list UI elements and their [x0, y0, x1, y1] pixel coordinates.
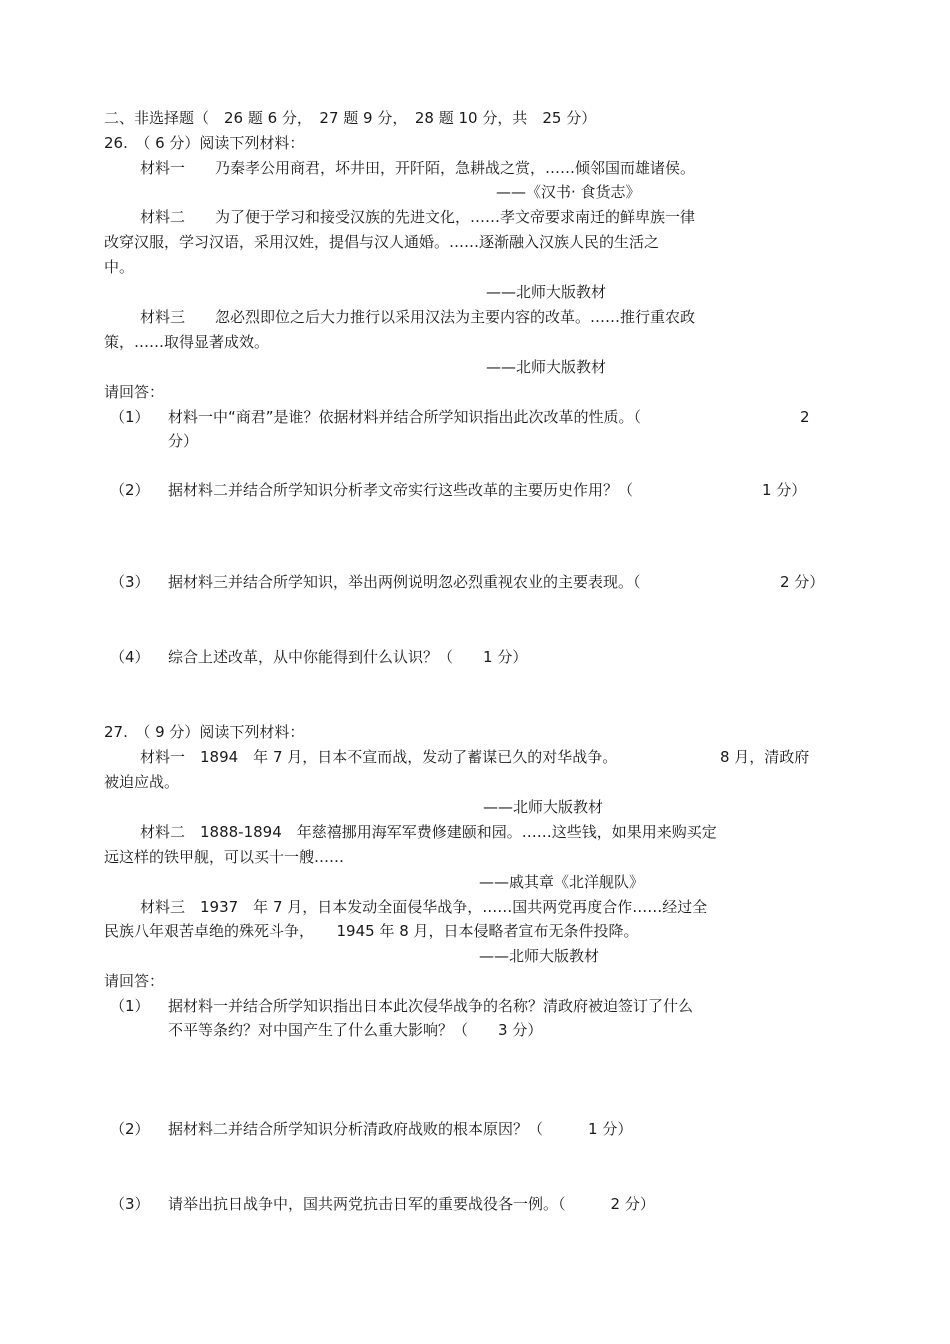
- q27-material2-line2: 远这样的铁甲舰，可以买十一艘……: [104, 848, 345, 866]
- q26-material1: 材料一 乃秦孝公用商君，坏井田，开阡陌，急耕战之赏，……倾邻国而雄诸侯。: [140, 159, 696, 177]
- q27-sub1-text: 据材料一并结合所学知识指出日本此次侵华战争的名称？清政府被迫签订了什么: [168, 997, 694, 1015]
- q27-header: 27. （ 9 分）阅读下列材料：: [104, 723, 305, 741]
- q26-material2-line3: 中。: [104, 258, 135, 276]
- q26-sub3-number: （3）: [110, 573, 150, 591]
- q26-sub2-number: （2）: [110, 481, 150, 499]
- q26-material3-line2: 策，……取得显著成效。: [104, 333, 270, 351]
- q26-material1-source: ——《汉书· 食货志》: [496, 183, 641, 201]
- q26-sub4-text: 综合上述改革，从中你能得到什么认识？（ 1 分）: [168, 648, 528, 666]
- q27-material1-line1-end: 8 月，清政府: [720, 748, 810, 766]
- q26-material2-source: ——北师大版教材: [486, 283, 607, 301]
- q26-sub1-cont: 分）: [168, 432, 199, 450]
- q27-sub3-number: （3）: [110, 1195, 150, 1213]
- q27-sub2-number: （2）: [110, 1120, 150, 1138]
- q26-material3-line1: 材料三 忽必烈即位之后大力推行以采用汉法为主要内容的改革。……推行重农政: [140, 308, 696, 326]
- q27-material3-line1: 材料三 1937 年 7 月，日本发动全面侵华战争，……国共两党再度合作……经过全: [140, 898, 708, 916]
- q26-sub2-text: 据材料二并结合所学知识分析孝文帝实行这些改革的主要历史作用？（: [168, 481, 634, 499]
- q26-material3-source: ——北师大版教材: [486, 358, 607, 376]
- q27-material3-source: ——北师大版教材: [479, 947, 600, 965]
- q27-material1-line1: 材料一 1894 年 7 月，日本不宣而战，发动了蓄谋已久的对华战争。: [140, 748, 618, 766]
- q27-prompt: 请回答：: [104, 972, 165, 990]
- section-title: 二、非选择题（ 26 题 6 分， 27 题 9 分， 28 题 10 分，共 25 分）: [104, 109, 597, 127]
- q27-sub1-cont: 不平等条约？对中国产生了什么重大影响？（ 3 分）: [168, 1021, 543, 1039]
- q26-sub4-number: （4）: [110, 648, 150, 666]
- q27-material2-line1: 材料二 1888-1894 年慈禧挪用海军军费修建颐和园。……这些钱，如果用来购买定: [140, 823, 717, 841]
- q27-sub3-text: 请举出抗日战争中，国共两党抗击日军的重要战役各一例。（ 2 分）: [168, 1195, 655, 1213]
- q26-material2-line2: 改穿汉服，学习汉语，采用汉姓，提倡与汉人通婚。……逐渐融入汉族人民的生活之: [104, 233, 660, 251]
- q26-sub3-text: 据材料三并结合所学知识，举出两例说明忽必烈重视农业的主要表现。（: [168, 573, 641, 591]
- q26-prompt: 请回答：: [104, 383, 165, 401]
- q27-material3-line2: 民族八年艰苦卓绝的殊死斗争， 1945 年 8 月，日本侵略者宣布无条件投降。: [104, 922, 639, 940]
- q26-sub1-number: （1）: [110, 408, 150, 426]
- q27-material1-line2: 被迫应战。: [104, 773, 180, 791]
- q27-sub1-number: （1）: [110, 997, 150, 1015]
- q26-sub1-score: 2: [800, 408, 810, 426]
- q26-material2-line1: 材料二 为了便于学习和接受汉族的先进文化，……孝文帝要求南迁的鲜卑族一律: [140, 208, 696, 226]
- q26-sub1-text: 材料一中“商君”是谁？依据材料并结合所学知识指出此次改革的性质。（: [168, 408, 642, 426]
- q26-sub3-score: 2 分）: [780, 573, 825, 591]
- q27-sub2-text: 据材料二并结合所学知识分析清政府战败的根本原因？（ 1 分）: [168, 1120, 633, 1138]
- q27-material2-source: ——戚其章《北洋舰队》: [479, 873, 645, 891]
- q26-header: 26. （ 6 分）阅读下列材料：: [104, 134, 305, 152]
- q27-material1-source: ——北师大版教材: [483, 798, 604, 816]
- q26-sub2-score: 1 分）: [762, 481, 807, 499]
